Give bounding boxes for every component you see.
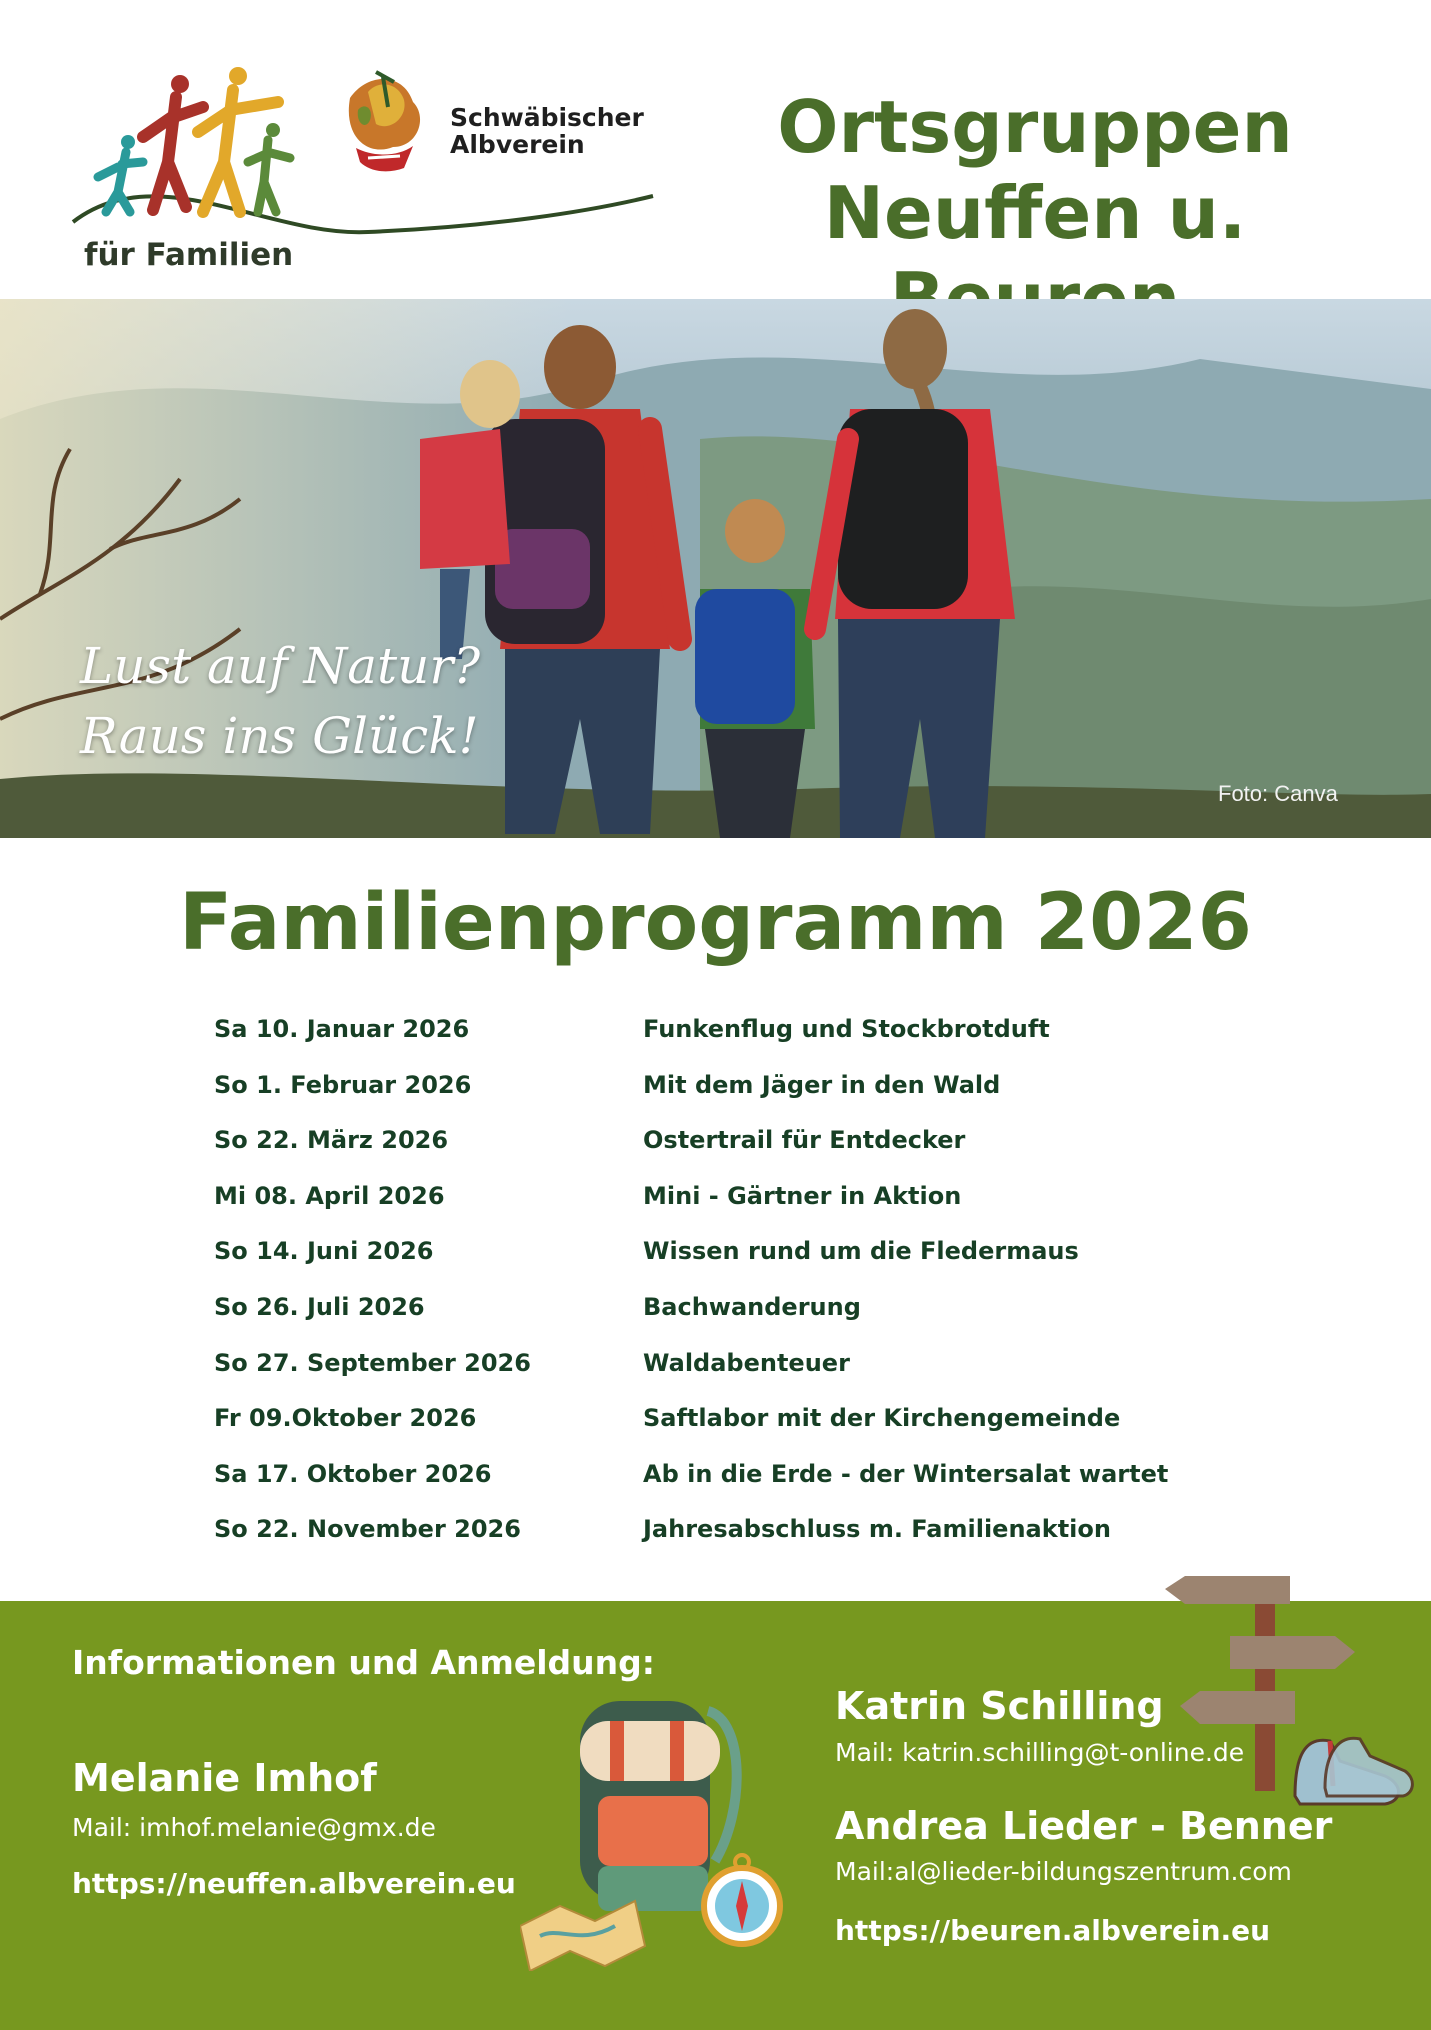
event-title: Mit dem Jäger in den Wald xyxy=(643,1071,1001,1099)
event-date: So 14. Juni 2026 xyxy=(214,1237,434,1265)
program-row xyxy=(0,1515,1431,1555)
footer xyxy=(0,1601,1431,2030)
event-date: Sa 10. Januar 2026 xyxy=(214,1015,470,1043)
oak-leaf-emblem-icon xyxy=(349,72,420,171)
slogan xyxy=(80,631,480,771)
event-date: So 1. Februar 2026 xyxy=(214,1071,472,1099)
contact3-mail: Mail:al@lieder-bildungszentrum.com xyxy=(835,1857,1292,1886)
slogan-line2: Raus ins Glück! xyxy=(80,707,479,765)
backpack-icon xyxy=(520,1681,790,1971)
map-icon xyxy=(520,1901,645,1971)
contact1-link[interactable]: https://neuffen.albverein.eu xyxy=(72,1867,516,1900)
event-title: Mini - Gärtner in Aktion xyxy=(643,1182,962,1210)
page-title-line2: Neuffen u. xyxy=(823,171,1247,255)
program-row xyxy=(0,1126,1431,1166)
event-date: So 22. November 2026 xyxy=(214,1515,521,1543)
program-row xyxy=(0,1293,1431,1333)
contact3-name: Andrea Lieder - Benner xyxy=(835,1804,1333,1848)
program-row xyxy=(0,1237,1431,1277)
event-title: Ab in die Erde - der Wintersalat wartet xyxy=(643,1460,1169,1488)
hiking-boots-icon xyxy=(1295,1738,1412,1804)
family-hiking-photo xyxy=(0,299,1431,838)
contact1-name: Melanie Imhof xyxy=(72,1756,377,1800)
program-row xyxy=(0,1015,1431,1055)
info-heading: Informationen und Anmeldung: xyxy=(72,1643,655,1682)
contact2-mail: Mail: katrin.schilling@t-online.de xyxy=(835,1738,1245,1767)
program-row xyxy=(0,1404,1431,1444)
event-title: Funkenflug und Stockbrotduft xyxy=(643,1015,1050,1043)
slogan-line1: Lust auf Natur? xyxy=(80,637,481,695)
albverein-name-line2: Albverein xyxy=(450,130,585,159)
event-date: Fr 09.Oktober 2026 xyxy=(214,1404,477,1432)
signpost-icon xyxy=(1155,1556,1415,1806)
event-date: So 22. März 2026 xyxy=(214,1126,449,1154)
photo-credit: Foto: Canva xyxy=(1218,781,1338,806)
program-row xyxy=(0,1182,1431,1222)
event-title: Jahresabschluss m. Familienaktion xyxy=(643,1515,1111,1543)
event-date: So 26. Juli 2026 xyxy=(214,1293,425,1321)
program-row xyxy=(0,1460,1431,1500)
contact3-link[interactable]: https://beuren.albverein.eu xyxy=(835,1914,1271,1947)
program-title: Familienprogramm 2026 xyxy=(179,878,1252,968)
logo-caption: für Familien xyxy=(84,237,294,273)
program-row xyxy=(0,1071,1431,1111)
event-date: So 27. September 2026 xyxy=(214,1349,531,1377)
contact1-mail: Mail: imhof.melanie@gmx.de xyxy=(72,1813,436,1842)
event-title: Bachwanderung xyxy=(643,1293,861,1321)
family-logo xyxy=(68,62,668,287)
event-title: Waldabenteuer xyxy=(643,1349,850,1377)
albverein-name xyxy=(450,104,644,158)
page-title-line1: Ortsgruppen xyxy=(777,85,1293,169)
contact2-name: Katrin Schilling xyxy=(835,1684,1164,1728)
albverein-name-line1: Schwäbischer xyxy=(450,103,644,132)
event-date: Mi 08. April 2026 xyxy=(214,1182,445,1210)
event-title: Wissen rund um die Fledermaus xyxy=(643,1237,1079,1265)
program-row xyxy=(0,1349,1431,1389)
compass-icon xyxy=(704,1855,780,1944)
event-title: Saftlabor mit der Kirchengemeinde xyxy=(643,1404,1121,1432)
event-title: Ostertrail für Entdecker xyxy=(643,1126,966,1154)
event-date: Sa 17. Oktober 2026 xyxy=(214,1460,492,1488)
